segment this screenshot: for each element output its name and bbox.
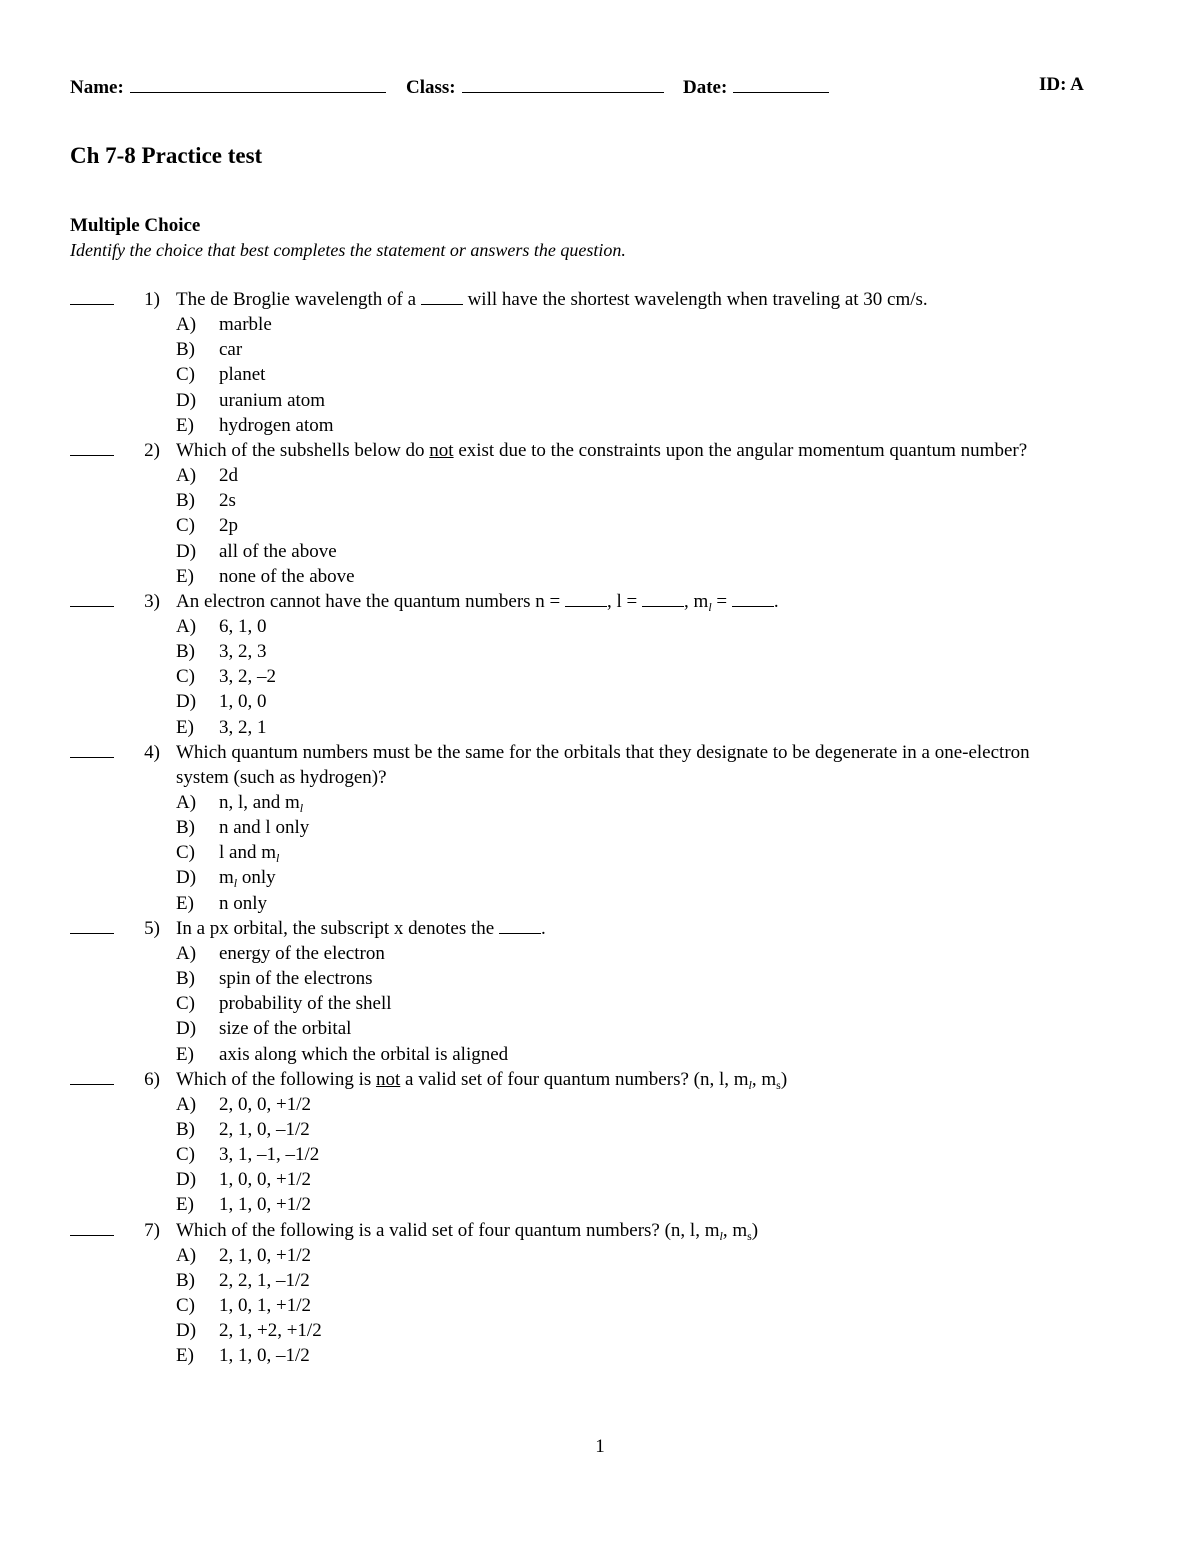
choice: A) 2, 1, 0, +1/2 <box>176 1244 311 1266</box>
question-number: 1) <box>144 289 160 310</box>
choice: B) n and l only <box>176 817 310 838</box>
answer-blank <box>70 916 114 934</box>
date-line <box>733 74 829 93</box>
choice: B) spin of the electrons <box>176 967 373 989</box>
choice: C) 1, 0, 1, +1/2 <box>176 1295 311 1316</box>
page-number: 1 <box>595 1436 605 1457</box>
answer-blank <box>70 740 114 758</box>
question-list <box>0 287 1200 1369</box>
name-line <box>130 74 386 93</box>
name-label: Name: <box>70 77 124 98</box>
question-3 <box>0 589 1200 740</box>
choice: D) uranium atom <box>176 389 326 411</box>
question-5 <box>0 916 1200 1067</box>
question-number: 4) <box>144 741 160 763</box>
class-field <box>406 74 664 99</box>
choice: B) 3, 2, 3 <box>176 641 267 663</box>
choice: D) $m_l$ only <box>176 867 276 891</box>
choice: D) all of the above <box>176 540 337 562</box>
choice: A) n, l, and $m_l$ <box>176 791 304 815</box>
question-text: Which of the subshells below do not exist due to the constraints upon the angular momentum quantum number? <box>176 439 1028 461</box>
question-1 <box>0 287 1200 438</box>
choice: B) 2, 2, 1, –1/2 <box>176 1269 310 1291</box>
question-text: Which quantum numbers must be the same for the orbitals that they designate to be degenerate in a one-electron <box>176 741 1030 763</box>
choice: D) 2, 1, +2, +1/2 <box>176 1320 322 1342</box>
choice: E) 1, 1, 0, –1/2 <box>176 1345 310 1367</box>
choice: A) 2, 0, 0, +1/2 <box>176 1093 311 1115</box>
choice: C) 3, 1, –1, –1/2 <box>176 1144 320 1166</box>
choice: A) 6, 1, 0 <box>176 615 267 637</box>
section-title: Multiple Choice <box>70 215 201 236</box>
question-number: 2) <box>144 439 160 461</box>
question-text: The de Broglie wavelength of a will have the shortest wavelength when traveling at 30 cm/s. <box>176 289 928 310</box>
question-number: 7) <box>144 1219 160 1241</box>
choice: E) axis along which the orbital is aligned <box>176 1043 509 1065</box>
answer-blank <box>70 1067 114 1085</box>
choice: E) hydrogen atom <box>176 414 334 436</box>
question-text: Which of the following is a valid set of four quantum numbers? (n, l, $m_l$, $m_s$) <box>176 1219 759 1243</box>
choice: C) planet <box>176 364 266 386</box>
question-number: 3) <box>144 590 160 612</box>
choice: D) 1, 0, 0 <box>176 691 267 713</box>
question-text: In a px orbital, the subscript x denotes the . <box>176 917 546 939</box>
choice: A) marble <box>176 314 272 335</box>
choice: C) 2p <box>176 515 238 537</box>
answer-blank <box>70 589 114 607</box>
choice: E) 3, 2, 1 <box>176 716 267 738</box>
date-label: Date: <box>683 77 728 98</box>
question-number: 6) <box>144 1068 160 1090</box>
choice: C) 3, 2, –2 <box>176 666 276 688</box>
question-4 <box>0 740 1200 916</box>
answer-blank <box>70 438 114 456</box>
choice: B) 2s <box>176 490 236 512</box>
choice: B) 2, 1, 0, –1/2 <box>176 1118 310 1140</box>
choice: B) car <box>176 339 243 361</box>
choice: C) l and $m_l$ <box>176 842 280 866</box>
header <box>70 74 1130 100</box>
choice: D) 1, 0, 0, +1/2 <box>176 1169 311 1191</box>
id-field: ID: A <box>1039 74 1084 95</box>
choice: E) n only <box>176 892 268 914</box>
name-field <box>70 74 386 99</box>
class-label: Class: <box>406 77 456 98</box>
answer-blank <box>70 287 114 305</box>
question-6 <box>0 1067 1200 1218</box>
date-field <box>683 74 829 99</box>
class-line <box>462 74 664 93</box>
question-number: 5) <box>144 917 160 939</box>
answer-blank <box>70 1218 114 1236</box>
choice: E) none of the above <box>176 565 355 587</box>
page-title: Ch 7-8 Practice test <box>70 143 263 168</box>
choice: A) energy of the electron <box>176 942 385 964</box>
question-text: Which of the following is not a valid set of four quantum numbers? (n, l, $m_l$, $m_s$) <box>176 1068 788 1092</box>
question-text-continued: system (such as hydrogen)? <box>176 766 387 788</box>
question-7 <box>0 1218 1200 1369</box>
choice: A) 2d <box>176 464 238 486</box>
choice: E) 1, 1, 0, +1/2 <box>176 1194 311 1216</box>
section-instructions: Identify the choice that best completes the statement or answers the question. <box>70 240 626 260</box>
question-text: An electron cannot have the quantum numbers n = , l = , $m_l$ = . <box>176 590 779 614</box>
choice: C) probability of the shell <box>176 993 392 1015</box>
choice: D) size of the orbital <box>176 1018 352 1040</box>
question-2 <box>0 438 1200 589</box>
